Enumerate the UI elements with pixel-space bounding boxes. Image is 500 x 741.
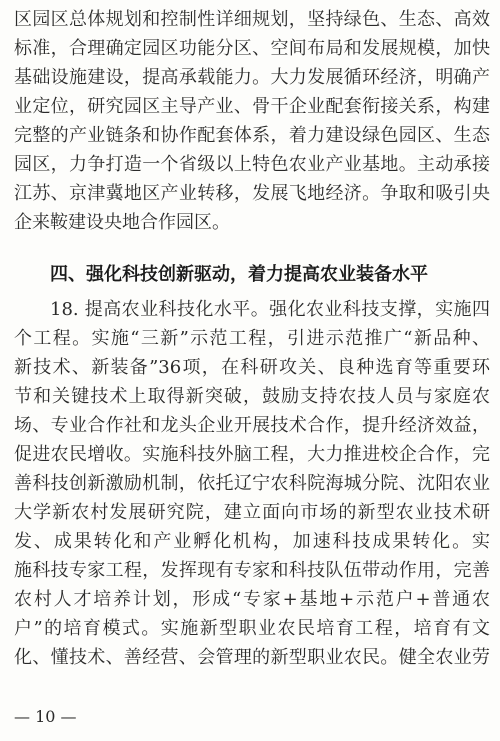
paragraph-line: 施科技专家工程，发挥现有专家和科技队伍带动作用，完善 [14, 560, 490, 581]
paragraph-line: 农村人才培养计划，形成“专家+基地+示范户+普通农 [14, 589, 490, 610]
paragraph-line: 完整的产业链条和协作配套体系，着力建设绿色园区、生态 [14, 125, 490, 146]
paragraph-line: 场、专业合作社和龙头企业开展技术合作，提升经济效益， [14, 415, 490, 436]
paragraph-line: 善科技创新激励机制，依托辽宁农科院海城分院、沈阳农业 [14, 473, 490, 494]
paragraph-line: 新技术、新装备”36项，在科研攻关、良种选育等重要环 [14, 357, 490, 378]
section-heading: 四、强化科技创新驱动，着力提高农业装备水平 [50, 264, 428, 285]
paragraph-line: 业定位，研究园区主导产业、骨干企业配套衔接关系，构建 [14, 96, 490, 117]
paragraph-line: 江苏、京津冀地区产业转移，发展飞地经济。争取和吸引央 [14, 183, 490, 204]
paragraph-line: 户”的培育模式。实施新型职业农民培育工程，培育有文 [14, 618, 490, 639]
paragraph-line: 大学新农村发展研究院，建立面向市场的新型农业技术研 [14, 502, 490, 523]
paragraph-line: 促进农民增收。实施科技外脑工程，大力推进校企合作，完 [14, 444, 490, 465]
paragraph-line: 区园区总体规划和控制性详细规划，坚持绿色、生态、高效 [14, 9, 490, 30]
paragraph-line: 企来鞍建设央地合作园区。 [14, 212, 230, 233]
paragraph-line: 18. 提高农业科技化水平。强化农业科技支撑，实施四 [50, 299, 490, 320]
page-number: — 10 — [14, 707, 77, 726]
paragraph-line: 园区，力争打造一个省级以上特色农业产业基地。主动承接 [14, 154, 490, 175]
paragraph-line: 标准，合理确定园区功能分区、空间布局和发展规模，加快 [14, 38, 490, 59]
paragraph-line: 节和关键技术上取得新突破，鼓励支持农技人员与家庭农 [14, 386, 490, 407]
paragraph-line: 基础设施建设，提高承载能力。大力发展循环经济，明确产 [14, 67, 490, 88]
paragraph-line: 个工程。实施“三新”示范工程，引进示范推广“新品种、 [14, 328, 490, 349]
paragraph-line: 化、懂技术、善经营、会管理的新型职业农民。健全农业劳 [14, 647, 490, 668]
paragraph-line: 发、成果转化和产业孵化机构，加速科技成果转化。实 [14, 531, 490, 552]
